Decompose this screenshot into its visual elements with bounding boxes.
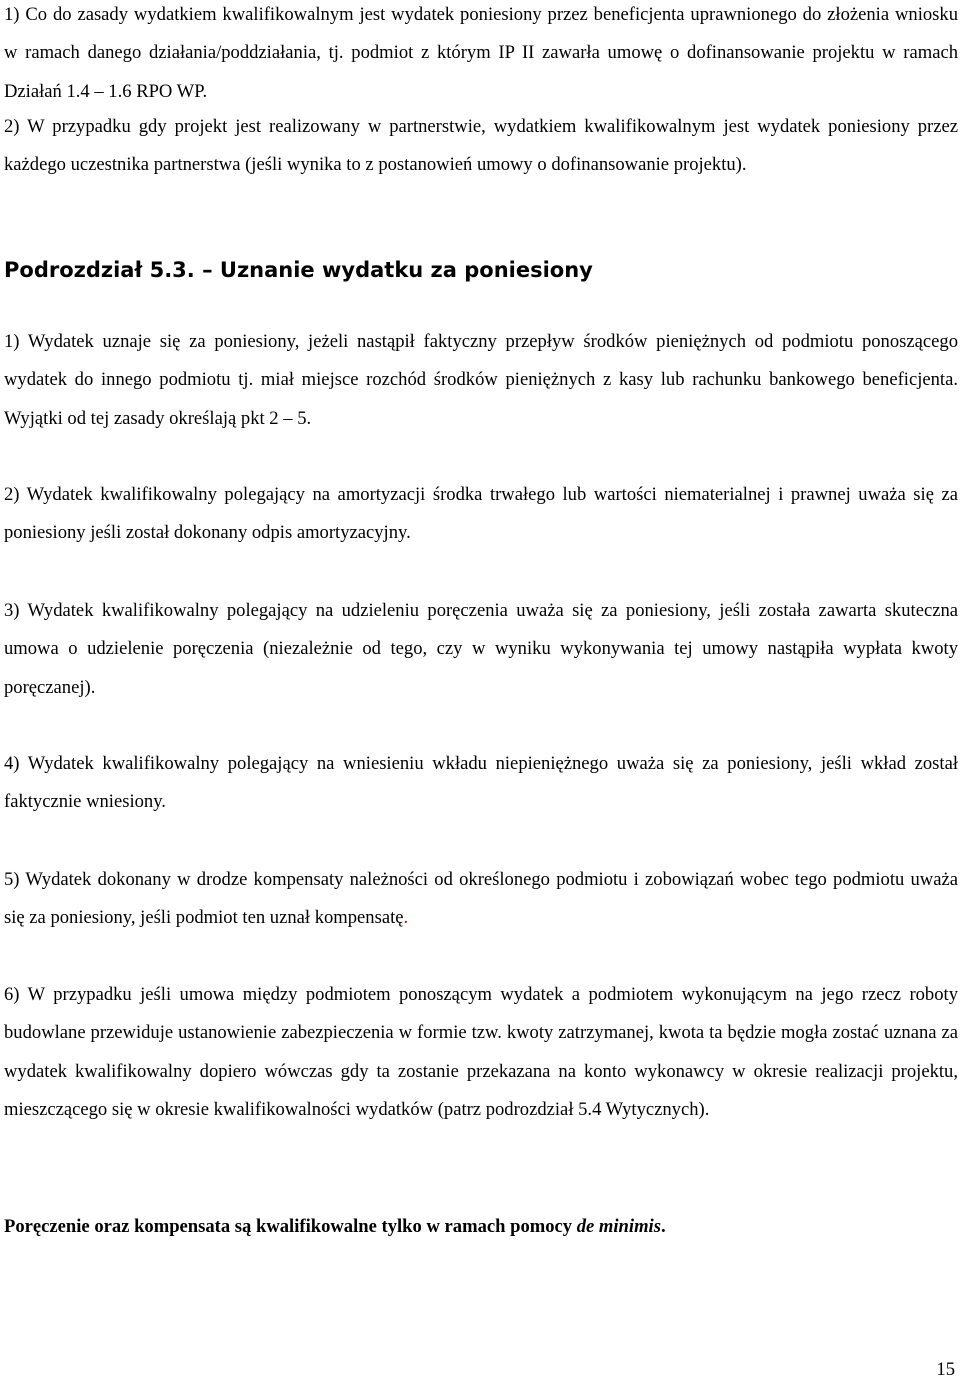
page-number: 15 xyxy=(936,1359,955,1380)
paragraph-depreciation: 2) Wydatek kwalifikowalny polegający na amortyzacji środka trwałego lub wartości niematerialnej i prawnej uważa się za poniesiony jeśli został dokonany odpis amortyzacyjny. xyxy=(4,484,958,544)
section-heading-5-3: Podrozdział 5.3. – Uznanie wydatku za poniesiony xyxy=(4,258,593,282)
de-minimis-note-text: Poręczenie oraz kompensata są kwalifikowalne tylko w ramach pomocy xyxy=(4,1216,577,1237)
paragraph-expense-incurred: 1) Wydatek uznaje się za poniesiony, jeżeli nastąpił faktyczny przepływ środków pieniężnych od podmiotu ponoszącego wydatek do innego podmiotu tj. miał miejsce rozchód środków pieniężnych z kasy lub rachunku bankowego beneficjenta. Wyjątki od tej zasady określają pkt 2 – 5. xyxy=(4,331,958,429)
paragraph-partnership-expense: 2) W przypadku gdy projekt jest realizowany w partnerstwie, wydatkiem kwalifikowalnym jest wydatek poniesiony przez każdego uczestnika partnerstwa (jeśli wynika to z postanowień umowy o dofinansowanie projektu). xyxy=(4,116,958,176)
paragraph-compensation-end: . xyxy=(403,907,409,929)
paragraph-guarantee: 3) Wydatek kwalifikowalny polegający na udzieleniu poręczenia uważa się za poniesiony, jeśli została zawarta skuteczna umowa o udzielenie poręczenia (niezależnie od tego, czy w wyniku wykonywania tej umowy nastąpiła wypłata kwoty poręczanej). xyxy=(4,600,958,698)
paragraph-beneficiary-expense: 1) Co do zasady wydatkiem kwalifikowalnym jest wydatek poniesiony przez beneficjenta uprawnionego do złożenia wniosku w ramach danego działania/poddziałania, tj. podmiot z którym IP II zawarła umowę o dofinansowanie projektu w ramach Działań 1.4 – 1.6 RPO WP. xyxy=(4,4,958,102)
paragraph-in-kind-contribution: 4) Wydatek kwalifikowalny polegający na wniesieniu wkładu niepieniężnego uważa się za poniesiony, jeśli wkład został faktycznie wniesiony. xyxy=(4,753,958,813)
paragraph-compensation-text: 5) Wydatek dokonany w drodze kompensaty należności od określonego podmiotu i zobowiązań wobec tego podmiotu uważa się za poniesiony, jeśli podmiot ten uznał kompensatę xyxy=(4,869,958,929)
paragraph-de-minimis-note xyxy=(4,1208,958,1246)
paragraph-compensation xyxy=(4,861,958,938)
paragraph-retention-amount: 6) W przypadku jeśli umowa między podmiotem ponoszącym wydatek a podmiotem wykonującym na jego rzecz roboty budowlane przewiduje ustanowienie zabezpieczenia w formie tzw. kwoty zatrzymanej, kwota ta będzie mogła zostać uznana za wydatek kwalifikowalny dopiero wówczas gdy ta zostanie przekazana na konto wykonawcy w okresie realizacji projektu, mieszczącego się w okresie kwalifikowalności wydatków (patrz podrozdział 5.4 Wytycznych). xyxy=(4,984,958,1120)
de-minimis-note-end: . xyxy=(660,1216,666,1237)
de-minimis-term: de minimis xyxy=(576,1216,661,1237)
